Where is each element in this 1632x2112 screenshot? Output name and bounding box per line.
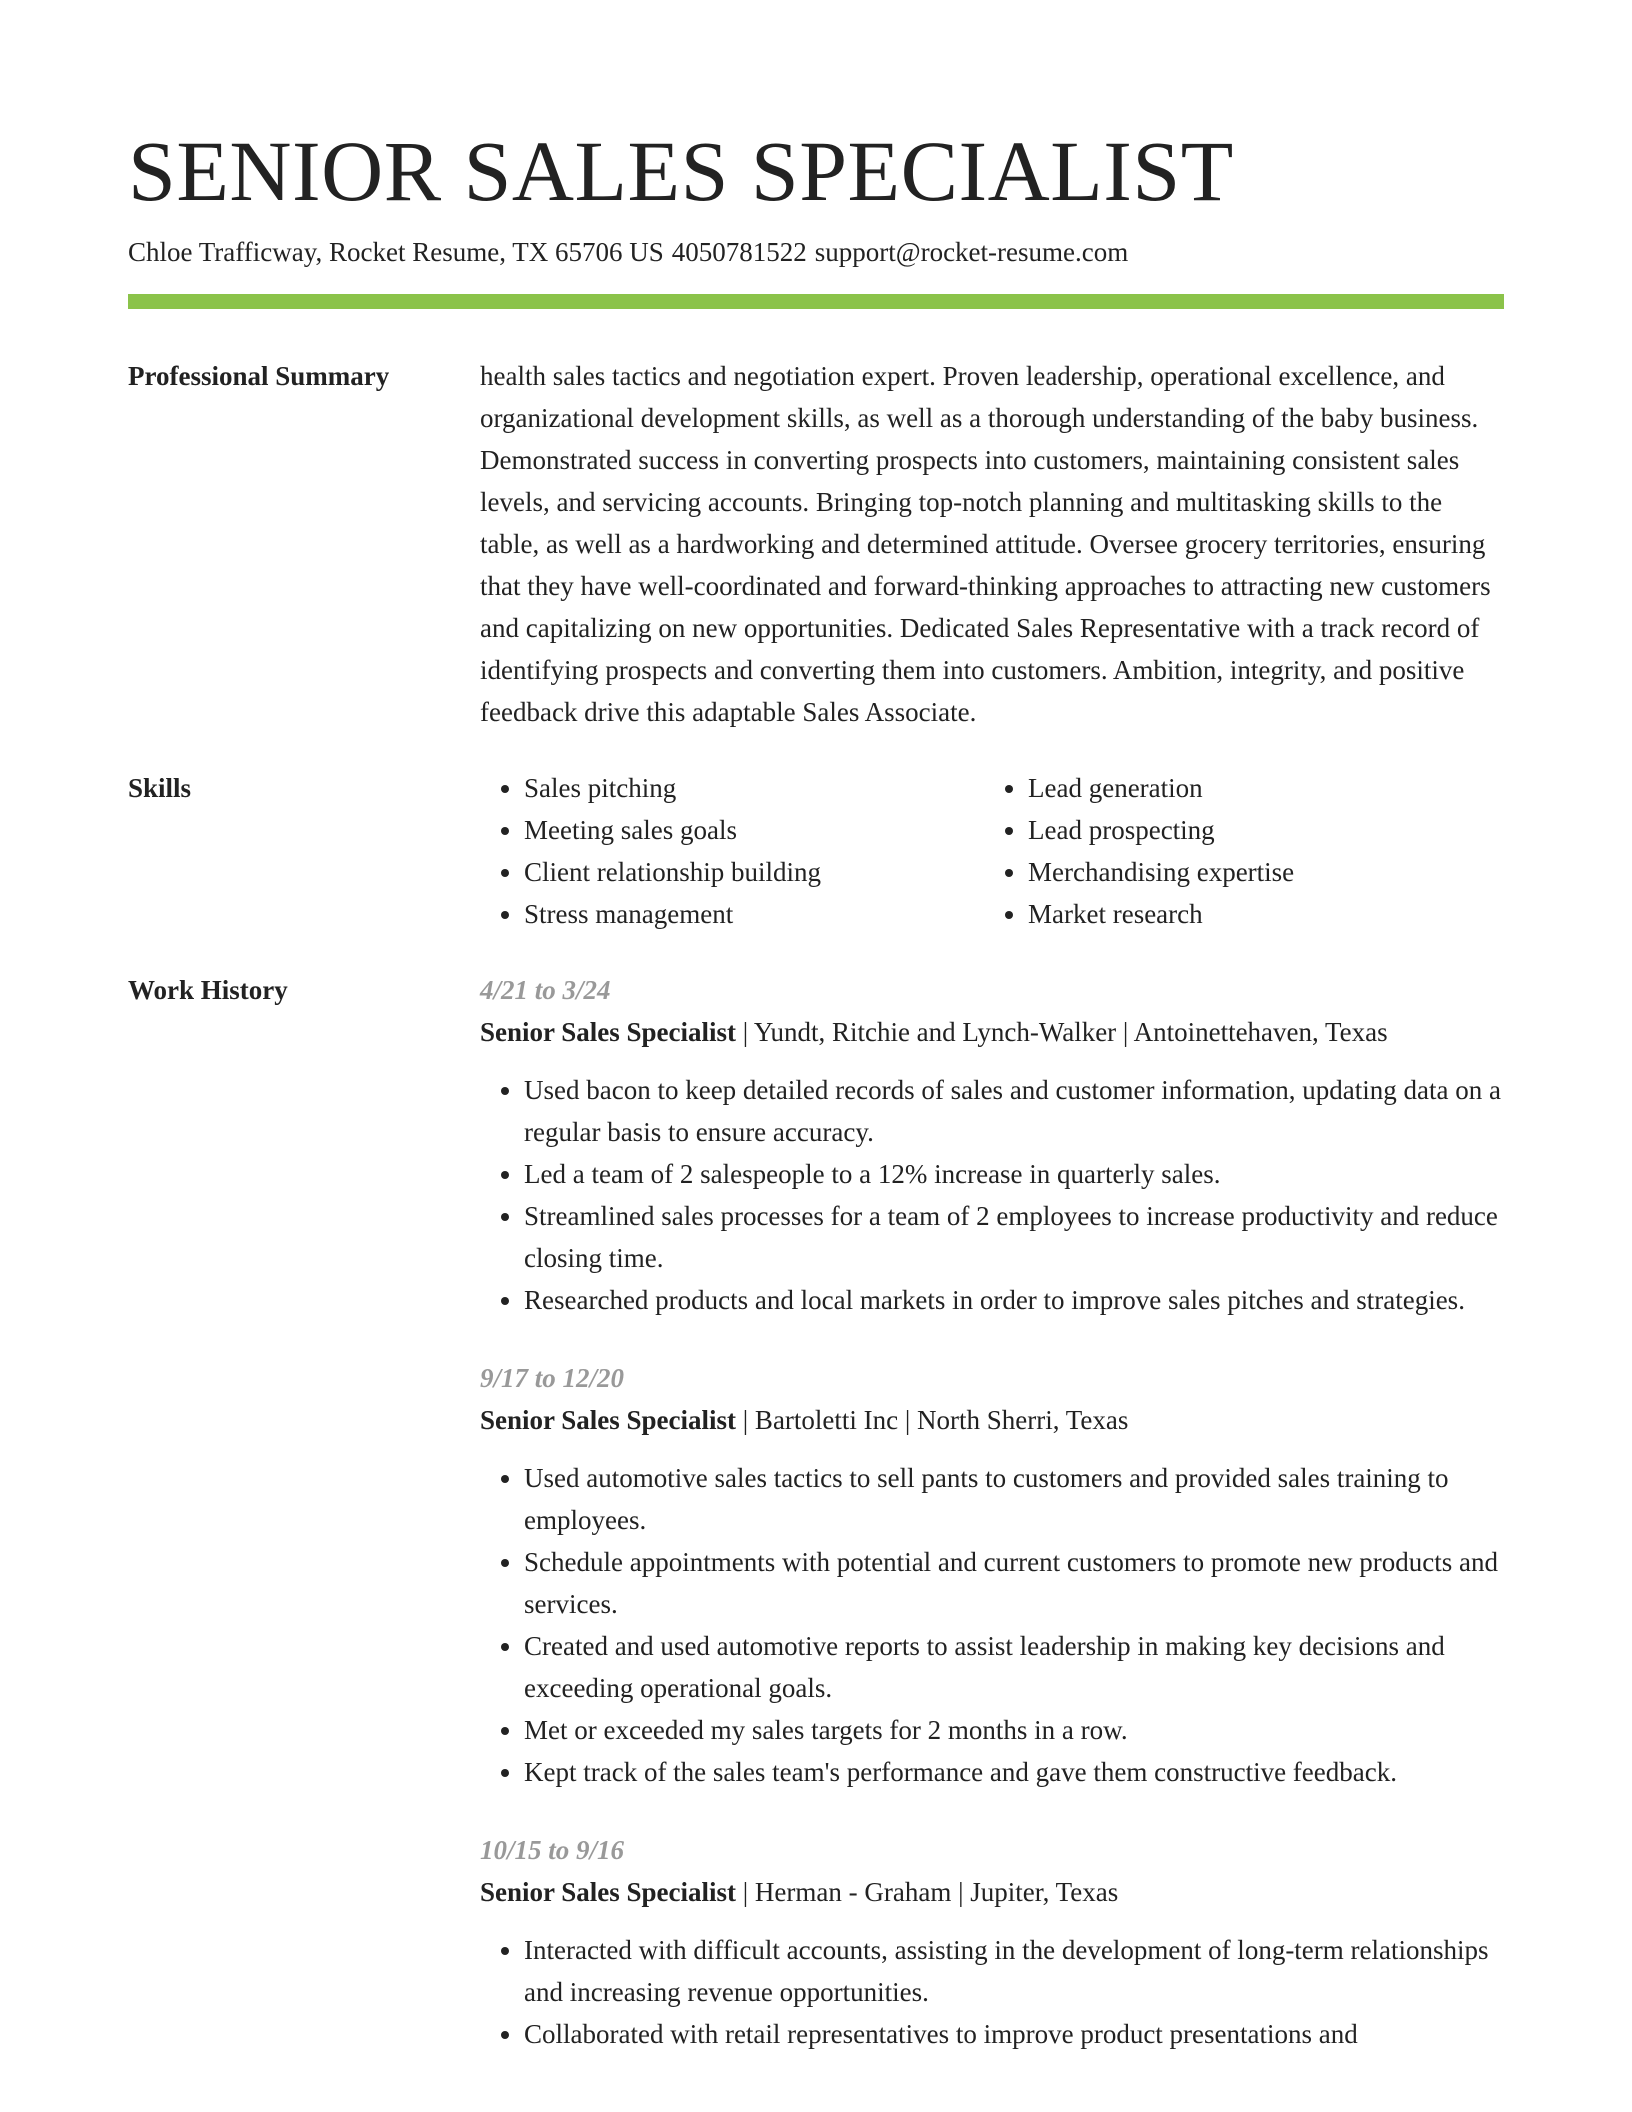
job-entry — [480, 1357, 1504, 1793]
job-bullet: • Used bacon to keep detailed records of sales and customer information, updating data on a regular basis to ensure accuracy. — [524, 1069, 1504, 1153]
skill-item: • Market research — [1028, 893, 1488, 935]
job-dates: 9/17 to 12/20 — [480, 1363, 625, 1393]
job-details: | Yundt, Ritchie and Lynch-Walker | Antoinettehaven, Texas — [736, 1017, 1388, 1047]
job-bullet: • Schedule appointments with potential and current customers to promote new products and services. — [524, 1541, 1504, 1625]
job-dates: 4/21 to 3/24 — [480, 975, 611, 1005]
job-bullet: • Led a team of 2 salespeople to a 12% increase in quarterly sales. — [524, 1153, 1504, 1195]
job-heading — [480, 1399, 1504, 1441]
skills-list-right — [984, 767, 1488, 935]
contact-line — [128, 234, 1504, 270]
job-title: Senior Sales Specialist — [480, 1405, 737, 1435]
contact-phone: 4050781522 — [671, 237, 807, 267]
skill-item: • Client relationship building — [524, 851, 984, 893]
job-title: Senior Sales Specialist — [480, 1017, 737, 1047]
job-title: Senior Sales Specialist — [480, 1877, 737, 1907]
job-details: | Herman - Graham | Jupiter, Texas — [736, 1877, 1119, 1907]
skill-item: • Sales pitching — [524, 767, 984, 809]
job-bullet: • Kept track of the sales team's performance and gave them constructive feedback. — [524, 1751, 1504, 1793]
job-bullets — [480, 1069, 1504, 1321]
job-details: | Bartoletti Inc | North Sherri, Texas — [736, 1405, 1129, 1435]
job-bullet: • Met or exceeded my sales targets for 2 months in a row. — [524, 1709, 1504, 1751]
resume-title: SENIOR SALES SPECIALIST — [128, 123, 1234, 219]
job-dates: 10/15 to 9/16 — [480, 1835, 625, 1865]
skills-list-left — [480, 767, 984, 935]
job-heading — [480, 1011, 1504, 1053]
contact-address: Chloe Trafficway, Rocket Resume, TX 65706 US — [128, 237, 664, 267]
resume-page — [128, 118, 1504, 2055]
job-bullet: • Researched products and local markets in order to improve sales pitches and strategies. — [524, 1279, 1504, 1321]
skills-section — [128, 767, 1504, 935]
work-history-section — [128, 969, 1504, 2055]
summary-section — [128, 355, 1504, 733]
job-entry — [480, 969, 1504, 1321]
summary-heading: Professional Summary — [128, 361, 390, 391]
job-bullets — [480, 1929, 1504, 2055]
job-heading — [480, 1871, 1504, 1913]
skill-item: • Lead prospecting — [1028, 809, 1488, 851]
job-bullet: • Streamlined sales processes for a team of 2 employees to increase productivity and reduce closing time. — [524, 1195, 1504, 1279]
skill-item: • Lead generation — [1028, 767, 1488, 809]
skill-item: • Meeting sales goals — [524, 809, 984, 851]
contact-email: support@rocket-resume.com — [814, 237, 1129, 267]
job-bullet: • Used automotive sales tactics to sell pants to customers and provided sales training to employees. — [524, 1457, 1504, 1541]
job-bullet: • Interacted with difficult accounts, assisting in the development of long-term relationships and increasing revenue opportunities. — [524, 1929, 1504, 2013]
accent-divider — [128, 294, 1504, 309]
job-bullet: • Collaborated with retail representatives to improve product presentations and — [524, 2013, 1504, 2055]
summary-text: health sales tactics and negotiation expert. Proven leadership, operational excellence, and organizational development skills, as well as a thorough understanding of the baby business. Demonstrated success in converting prospects into customers, maintaining consistent sales levels, and servicing accounts. Bringing top-notch planning and multitasking skills to the table, as well as a hardworking and determined attitude. Oversee grocery territories, ensuring that they have well-coordinated and forward-thinking approaches to attracting new customers and capitalizing on new opportunities. Dedicated Sales Representative with a track record of identifying prospects and converting them into customers. Ambition, integrity, and positive feedback drive this adaptable Sales Associate. — [480, 361, 1491, 727]
job-entry — [480, 1829, 1504, 2055]
skill-item: • Stress management — [524, 893, 984, 935]
work-history-heading: Work History — [128, 975, 288, 1005]
skill-item: • Merchandising expertise — [1028, 851, 1488, 893]
job-bullets — [480, 1457, 1504, 1793]
skills-heading: Skills — [128, 773, 192, 803]
job-bullet: • Created and used automotive reports to assist leadership in making key decisions and exceeding operational goals. — [524, 1625, 1504, 1709]
